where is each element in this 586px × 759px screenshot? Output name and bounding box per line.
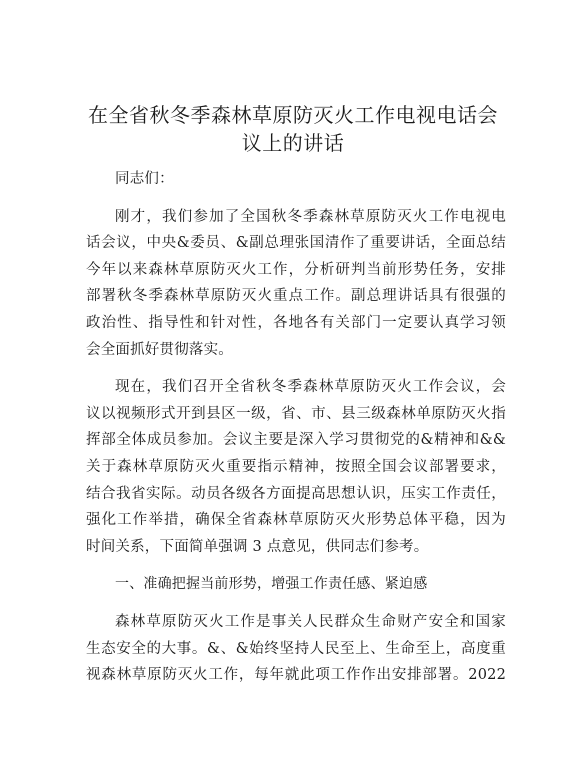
- paragraph-line: 关于森林草原防灭火重要指示精神，按照全国会议部署要求，: [86, 458, 506, 475]
- salutation: [86, 166, 506, 193]
- paragraph-line: 刚才，我们参加了全国秋冬季森林草原防灭火工作电视电: [115, 208, 506, 225]
- paragraph-line: 结合我省实际。动员各级各方面提高思想认识，压实工作责任，: [86, 485, 506, 502]
- paragraph-line: 视森林草原防灭火工作，每年就此项工作作出安排部署。2022: [86, 667, 506, 684]
- paragraph-line: 议以视频形式开到县区一级，省、市、县三级森林单原防灭火指: [86, 405, 506, 422]
- paragraph-line: 政治性、指导性和针对性，各地各有关部门一定要认真学习领: [86, 314, 506, 331]
- title-line-1: 在全省秋冬季森林草原防灭火工作电视电话会: [88, 103, 498, 127]
- paragraph-3: [86, 609, 506, 689]
- paragraph-line: 部署秋冬季森林草原防灭火重点工作。副总理讲话具有很强的: [86, 288, 506, 305]
- salutation-text: 同志们：: [115, 171, 174, 187]
- paragraph-line: 现在，我们召开全省秋冬季森林草原防灭火工作会议，会: [115, 379, 506, 396]
- section-heading: [86, 571, 506, 598]
- paragraph-2: [86, 374, 506, 560]
- paragraph-line: 生态安全的大事。&、&始终坚持人民至上、生命至上，高度重: [86, 640, 506, 657]
- paragraph-1: [86, 204, 506, 364]
- paragraph-line: 今年以来森林草原防灭火工作，分析研判当前形势任务，安排: [86, 261, 506, 278]
- title-line-2: 议上的讲话: [241, 131, 345, 155]
- document-title: [60, 101, 526, 157]
- paragraph-line: 会全面抓好贯彻落实。: [86, 341, 233, 358]
- paragraph-line: 挥部全体成员参加。会议主要是深入学习贯彻党的&精神和&&: [86, 432, 506, 449]
- paragraph-line: 强化工作举措，确保全省森林草原防灭火形势总体平稳，因为: [86, 512, 506, 529]
- paragraph-line: 森林草原防灭火工作是事关人民群众生命财产安全和国家: [115, 613, 506, 630]
- document-body: [86, 166, 506, 689]
- section-heading-text: 一、准确把握当前形势，增强工作责任感、紧迫感: [115, 576, 428, 593]
- paragraph-line: 话会议，中央&委员、&副总理张国清作了重要讲话，全面总结: [86, 235, 506, 252]
- paragraph-line: 时间关系，下面简单强调 3 点意见，供同志们参考。: [86, 538, 429, 555]
